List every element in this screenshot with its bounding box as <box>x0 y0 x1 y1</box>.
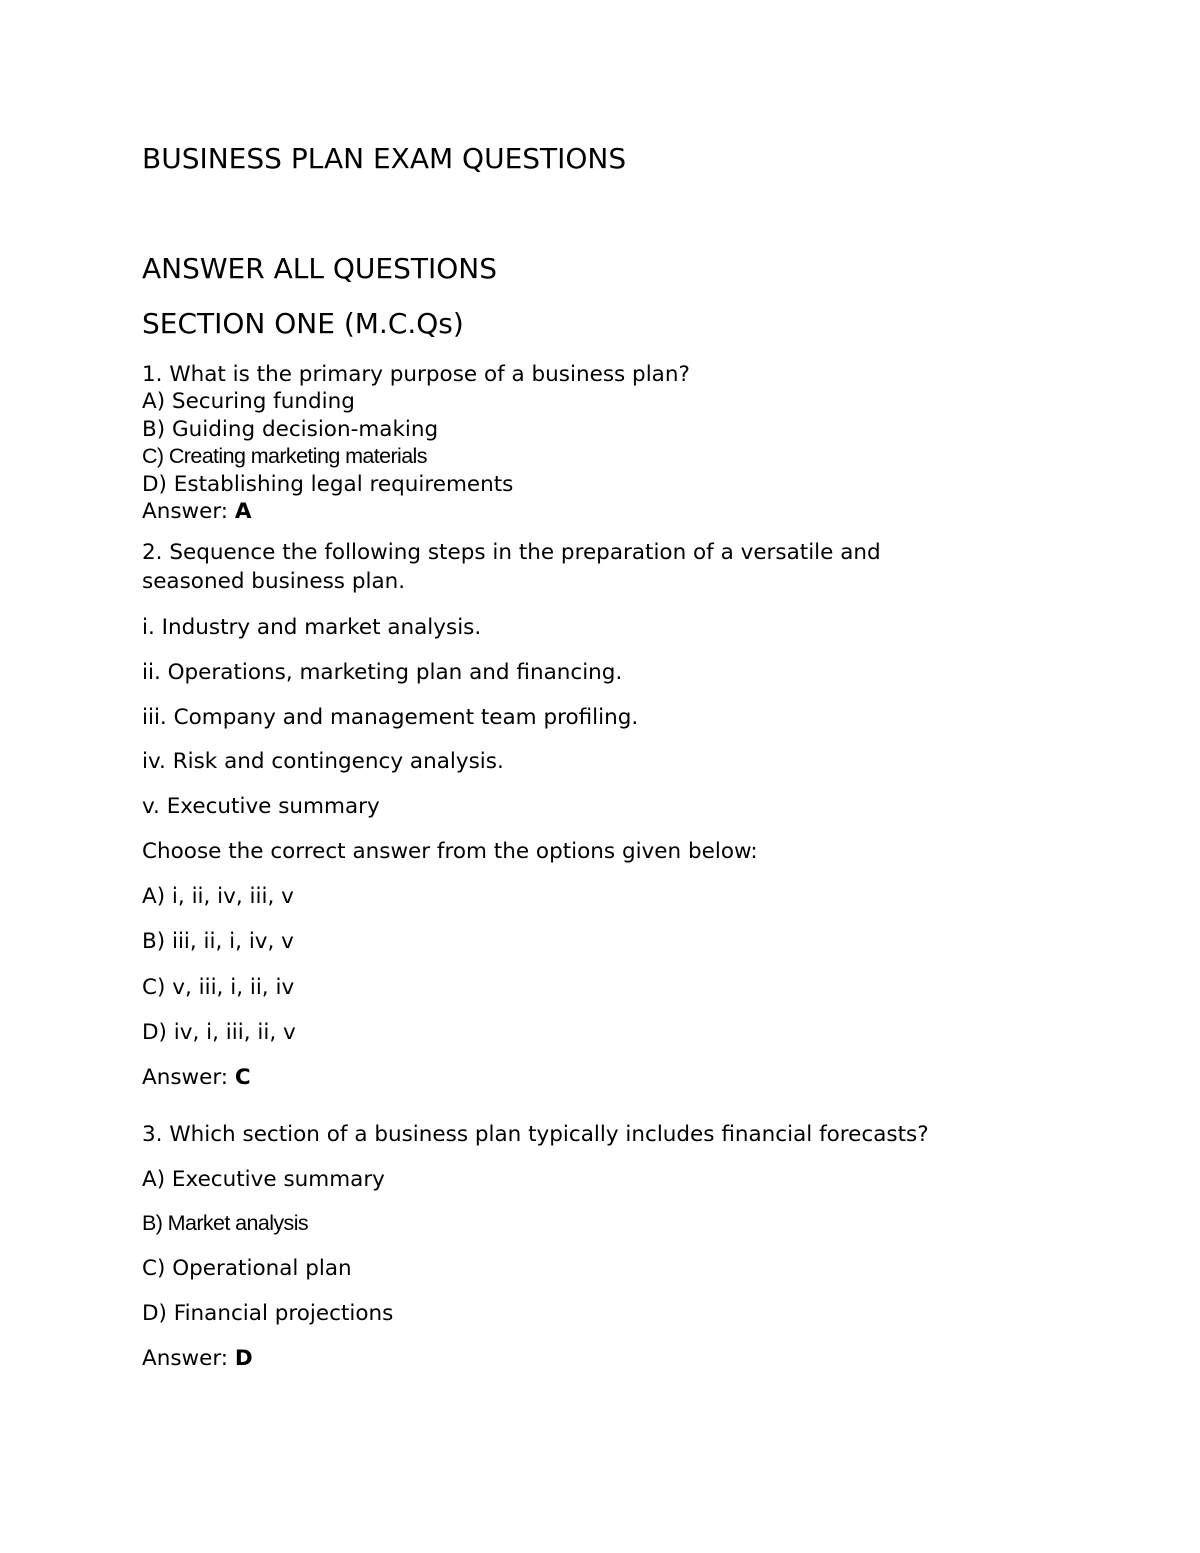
question-1-option-c: C) Creating marketing materials <box>142 444 427 468</box>
section-heading: SECTION ONE (M.C.Qs) <box>142 307 464 340</box>
question-1-answer <box>142 499 252 524</box>
question-2-step-iii: iii. Company and management team profiling. <box>142 705 639 730</box>
question-3-option-c: C) Operational plan <box>142 1256 352 1281</box>
question-2-prompt-line-1: 2. Sequence the following steps in the preparation of a versatile and <box>142 540 881 565</box>
question-2-prompt-line-2: seasoned business plan. <box>142 569 406 594</box>
question-2-option-c: C) v, iii, i, ii, iv <box>142 975 295 1000</box>
question-1-option-d: D) Establishing legal requirements <box>142 472 514 497</box>
question-1-prompt: 1. What is the primary purpose of a business plan? <box>142 362 690 387</box>
question-1-option-a: A) Securing funding <box>142 389 355 414</box>
answer-value: A <box>234 499 252 524</box>
question-2-instruction: Choose the correct answer from the options given below: <box>142 839 758 864</box>
question-1-option-b: B) Guiding decision-making <box>142 417 439 442</box>
answer-value: D <box>234 1346 253 1371</box>
question-2-option-d: D) iv, i, iii, ii, v <box>142 1020 296 1045</box>
question-2-option-b: B) iii, ii, i, iv, v <box>142 929 294 954</box>
question-2-step-ii: ii. Operations, marketing plan and financing. <box>142 660 623 685</box>
answer-value: C <box>234 1065 251 1090</box>
question-3-option-a: A) Executive summary <box>142 1167 385 1192</box>
answer-label: Answer: <box>142 1065 229 1090</box>
instruction-heading: ANSWER ALL QUESTIONS <box>142 252 497 285</box>
question-3-option-b: B) Market analysis <box>142 1211 309 1235</box>
question-3-prompt: 3. Which section of a business plan typically includes financial forecasts? <box>142 1122 929 1147</box>
question-2-option-a: A) i, ii, iv, iii, v <box>142 884 294 909</box>
question-2-step-iv: iv. Risk and contingency analysis. <box>142 749 504 774</box>
document-title: BUSINESS PLAN EXAM QUESTIONS <box>142 142 627 175</box>
question-2-step-i: i. Industry and market analysis. <box>142 615 482 640</box>
question-2-answer <box>142 1065 251 1090</box>
answer-label: Answer: <box>142 1346 229 1371</box>
question-3-answer <box>142 1346 253 1371</box>
question-3-option-d: D) Financial projections <box>142 1301 394 1326</box>
answer-label: Answer: <box>142 499 229 524</box>
question-2-step-v: v. Executive summary <box>142 794 380 819</box>
